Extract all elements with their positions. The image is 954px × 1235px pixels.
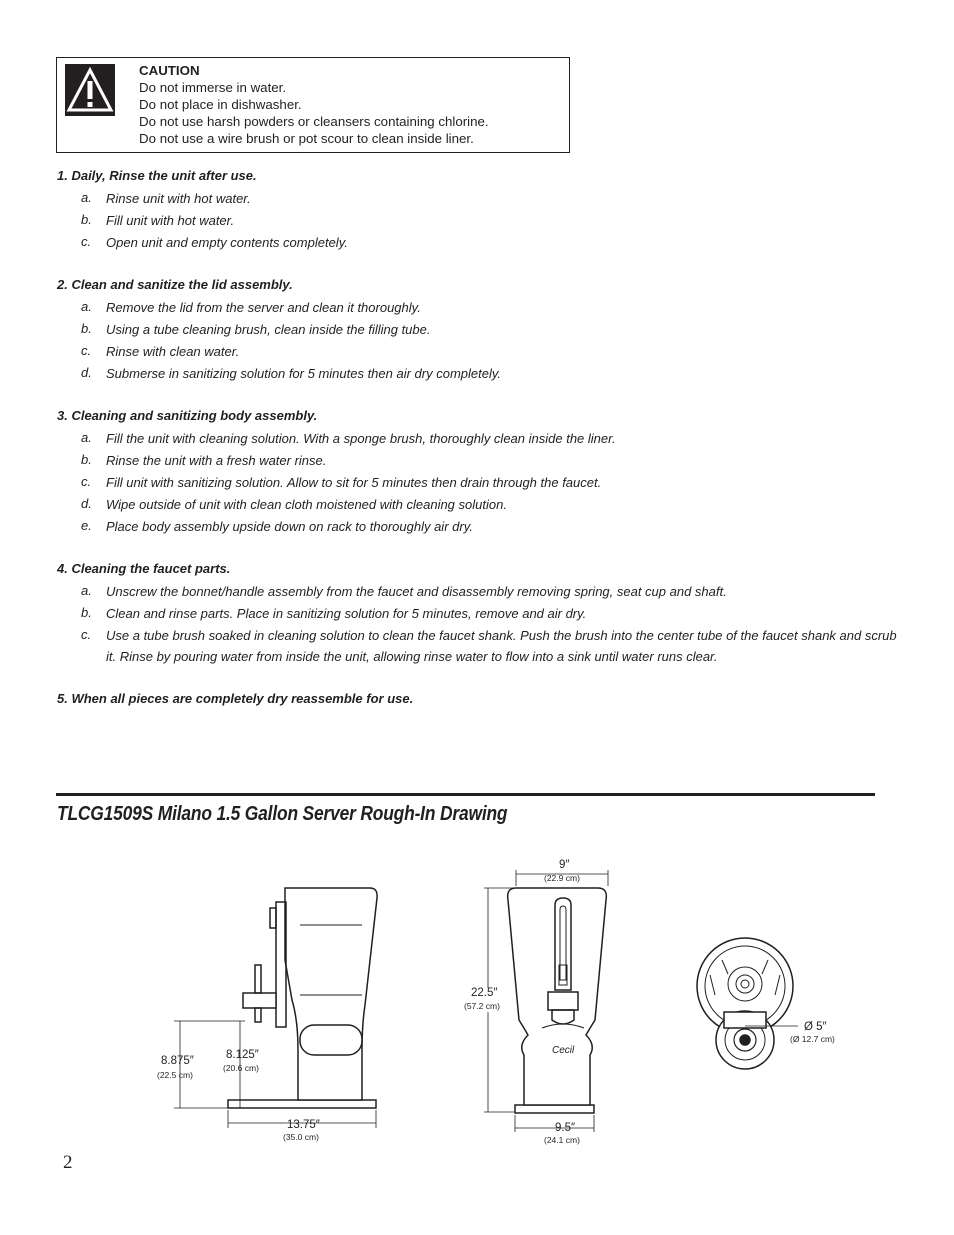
front-view-drawing <box>508 888 607 1113</box>
side-faucet-height-cm-label: (20.6 cm) <box>223 1063 259 1073</box>
top-view-drawing <box>697 938 793 1069</box>
caution-line: Do not use a wire brush or pot scour to clean inside liner. <box>139 131 474 146</box>
item-text: Clean and rinse parts. Place in sanitizing solution for 5 minutes, remove and air dry. <box>106 605 587 621</box>
item-letter: b. <box>81 212 92 227</box>
item-text: Unscrew the bonnet/handle assembly from the faucet and disassembly removing spring, seat cup and shaft. <box>106 583 727 599</box>
item-text: Remove the lid from the server and clean it thoroughly. <box>106 299 421 315</box>
step-2 <box>57 274 897 384</box>
cleaning-steps <box>57 165 897 731</box>
item-text: Rinse with clean water. <box>106 343 240 359</box>
list-item <box>57 471 897 493</box>
list-item <box>57 231 897 253</box>
rough-in-drawings <box>0 850 954 1150</box>
item-letter: d. <box>81 365 92 380</box>
item-letter: e. <box>81 518 92 533</box>
item-letter: c. <box>81 343 92 358</box>
step-3 <box>57 405 897 537</box>
top-diameter-cm-label: (Ø 12.7 cm) <box>790 1034 835 1044</box>
list-item <box>57 362 897 384</box>
item-text: Open unit and empty contents completely. <box>106 234 348 250</box>
list-item <box>57 624 897 667</box>
caution-line: Do not immerse in water. <box>139 80 287 95</box>
item-text: Fill the unit with cleaning solution. With a sponge brush, thoroughly clean inside the liner. <box>106 430 616 446</box>
step-title: 2. Clean and sanitize the lid assembly. <box>57 277 293 292</box>
item-text: Rinse unit with hot water. <box>106 190 251 206</box>
svg-text:Cecil: Cecil <box>552 1045 575 1056</box>
item-text: Use a tube brush soaked in cleaning solution to clean the faucet shank. Push the brush into the center tube of the faucet shank and scrub it. Rinse by pouring water from inside the unit, allowing rinse water to flow into a sink until water runs clear. <box>106 627 897 664</box>
item-text: Submerse in sanitizing solution for 5 minutes then air dry completely. <box>106 365 502 381</box>
step-title: 3. Cleaning and sanitizing body assembly. <box>57 408 318 423</box>
item-text: Place body assembly upside down on rack to thoroughly air dry. <box>106 518 473 534</box>
item-letter: d. <box>81 496 92 511</box>
item-text: Using a tube cleaning brush, clean inside the filling tube. <box>106 321 431 337</box>
item-letter: b. <box>81 605 92 620</box>
list-item <box>57 602 897 624</box>
step-1 <box>57 165 897 253</box>
item-text: Wipe outside of unit with clean cloth moistened with cleaning solution. <box>106 496 507 512</box>
list-item <box>57 515 897 537</box>
list-item <box>57 318 897 340</box>
front-height-cm-label: (57.2 cm) <box>464 1001 500 1011</box>
list-item <box>57 209 897 231</box>
item-letter: c. <box>81 474 92 489</box>
list-item <box>57 580 897 602</box>
item-text: Fill unit with hot water. <box>106 212 235 228</box>
caution-title: CAUTION <box>139 63 200 78</box>
list-item <box>57 187 897 209</box>
side-total-height-label: 8.875″ <box>161 1055 194 1067</box>
front-top-width-label: 9″ <box>559 859 570 871</box>
warning-triangle-icon <box>65 64 115 116</box>
front-base-width-label: 9.5″ <box>555 1122 576 1134</box>
front-base-width-cm-label: (24.1 cm) <box>544 1135 580 1145</box>
step-title: 5. When all pieces are completely dry reassemble for use. <box>57 690 414 706</box>
front-top-width-cm-label: (22.9 cm) <box>544 873 580 883</box>
item-letter: c. <box>81 234 92 249</box>
side-view-drawing <box>228 888 377 1108</box>
item-letter: a. <box>81 583 92 598</box>
caution-text <box>139 62 489 147</box>
side-depth-label: 13.75″ <box>287 1119 320 1131</box>
section-divider <box>56 793 875 796</box>
step-title: 4. Cleaning the faucet parts. <box>57 561 231 576</box>
list-item <box>57 340 897 362</box>
item-letter: b. <box>81 452 92 467</box>
step-4 <box>57 558 897 667</box>
list-item <box>57 427 897 449</box>
item-letter: a. <box>81 190 92 205</box>
step-title: 1. Daily, Rinse the unit after use. <box>57 168 257 183</box>
list-item <box>57 493 897 515</box>
page-number: 2 <box>63 1152 73 1173</box>
item-letter: b. <box>81 321 92 336</box>
list-item <box>57 449 897 471</box>
step-5 <box>57 688 897 710</box>
side-faucet-height-label: 8.125″ <box>226 1049 259 1061</box>
item-text: Fill unit with sanitizing solution. Allow to sit for 5 minutes then drain through the faucet. <box>106 474 602 490</box>
caution-line: Do not place in dishwasher. <box>139 97 302 112</box>
side-depth-cm-label: (35.0 cm) <box>283 1132 319 1142</box>
section-title: TLCG1509S Milano 1.5 Gallon Server Rough-In Drawing <box>57 803 508 825</box>
side-total-height-cm-label: (22.5 cm) <box>157 1070 193 1080</box>
caution-line: Do not use harsh powders or cleansers containing chlorine. <box>139 114 489 129</box>
front-height-label: 22.5″ <box>471 987 498 999</box>
list-item <box>57 296 897 318</box>
top-diameter-label: Ø 5″ <box>804 1021 827 1033</box>
item-text: Rinse the unit with a fresh water rinse. <box>106 452 327 468</box>
item-letter: a. <box>81 430 92 445</box>
item-letter: c. <box>81 627 92 642</box>
item-letter: a. <box>81 299 92 314</box>
caution-box <box>56 57 570 153</box>
